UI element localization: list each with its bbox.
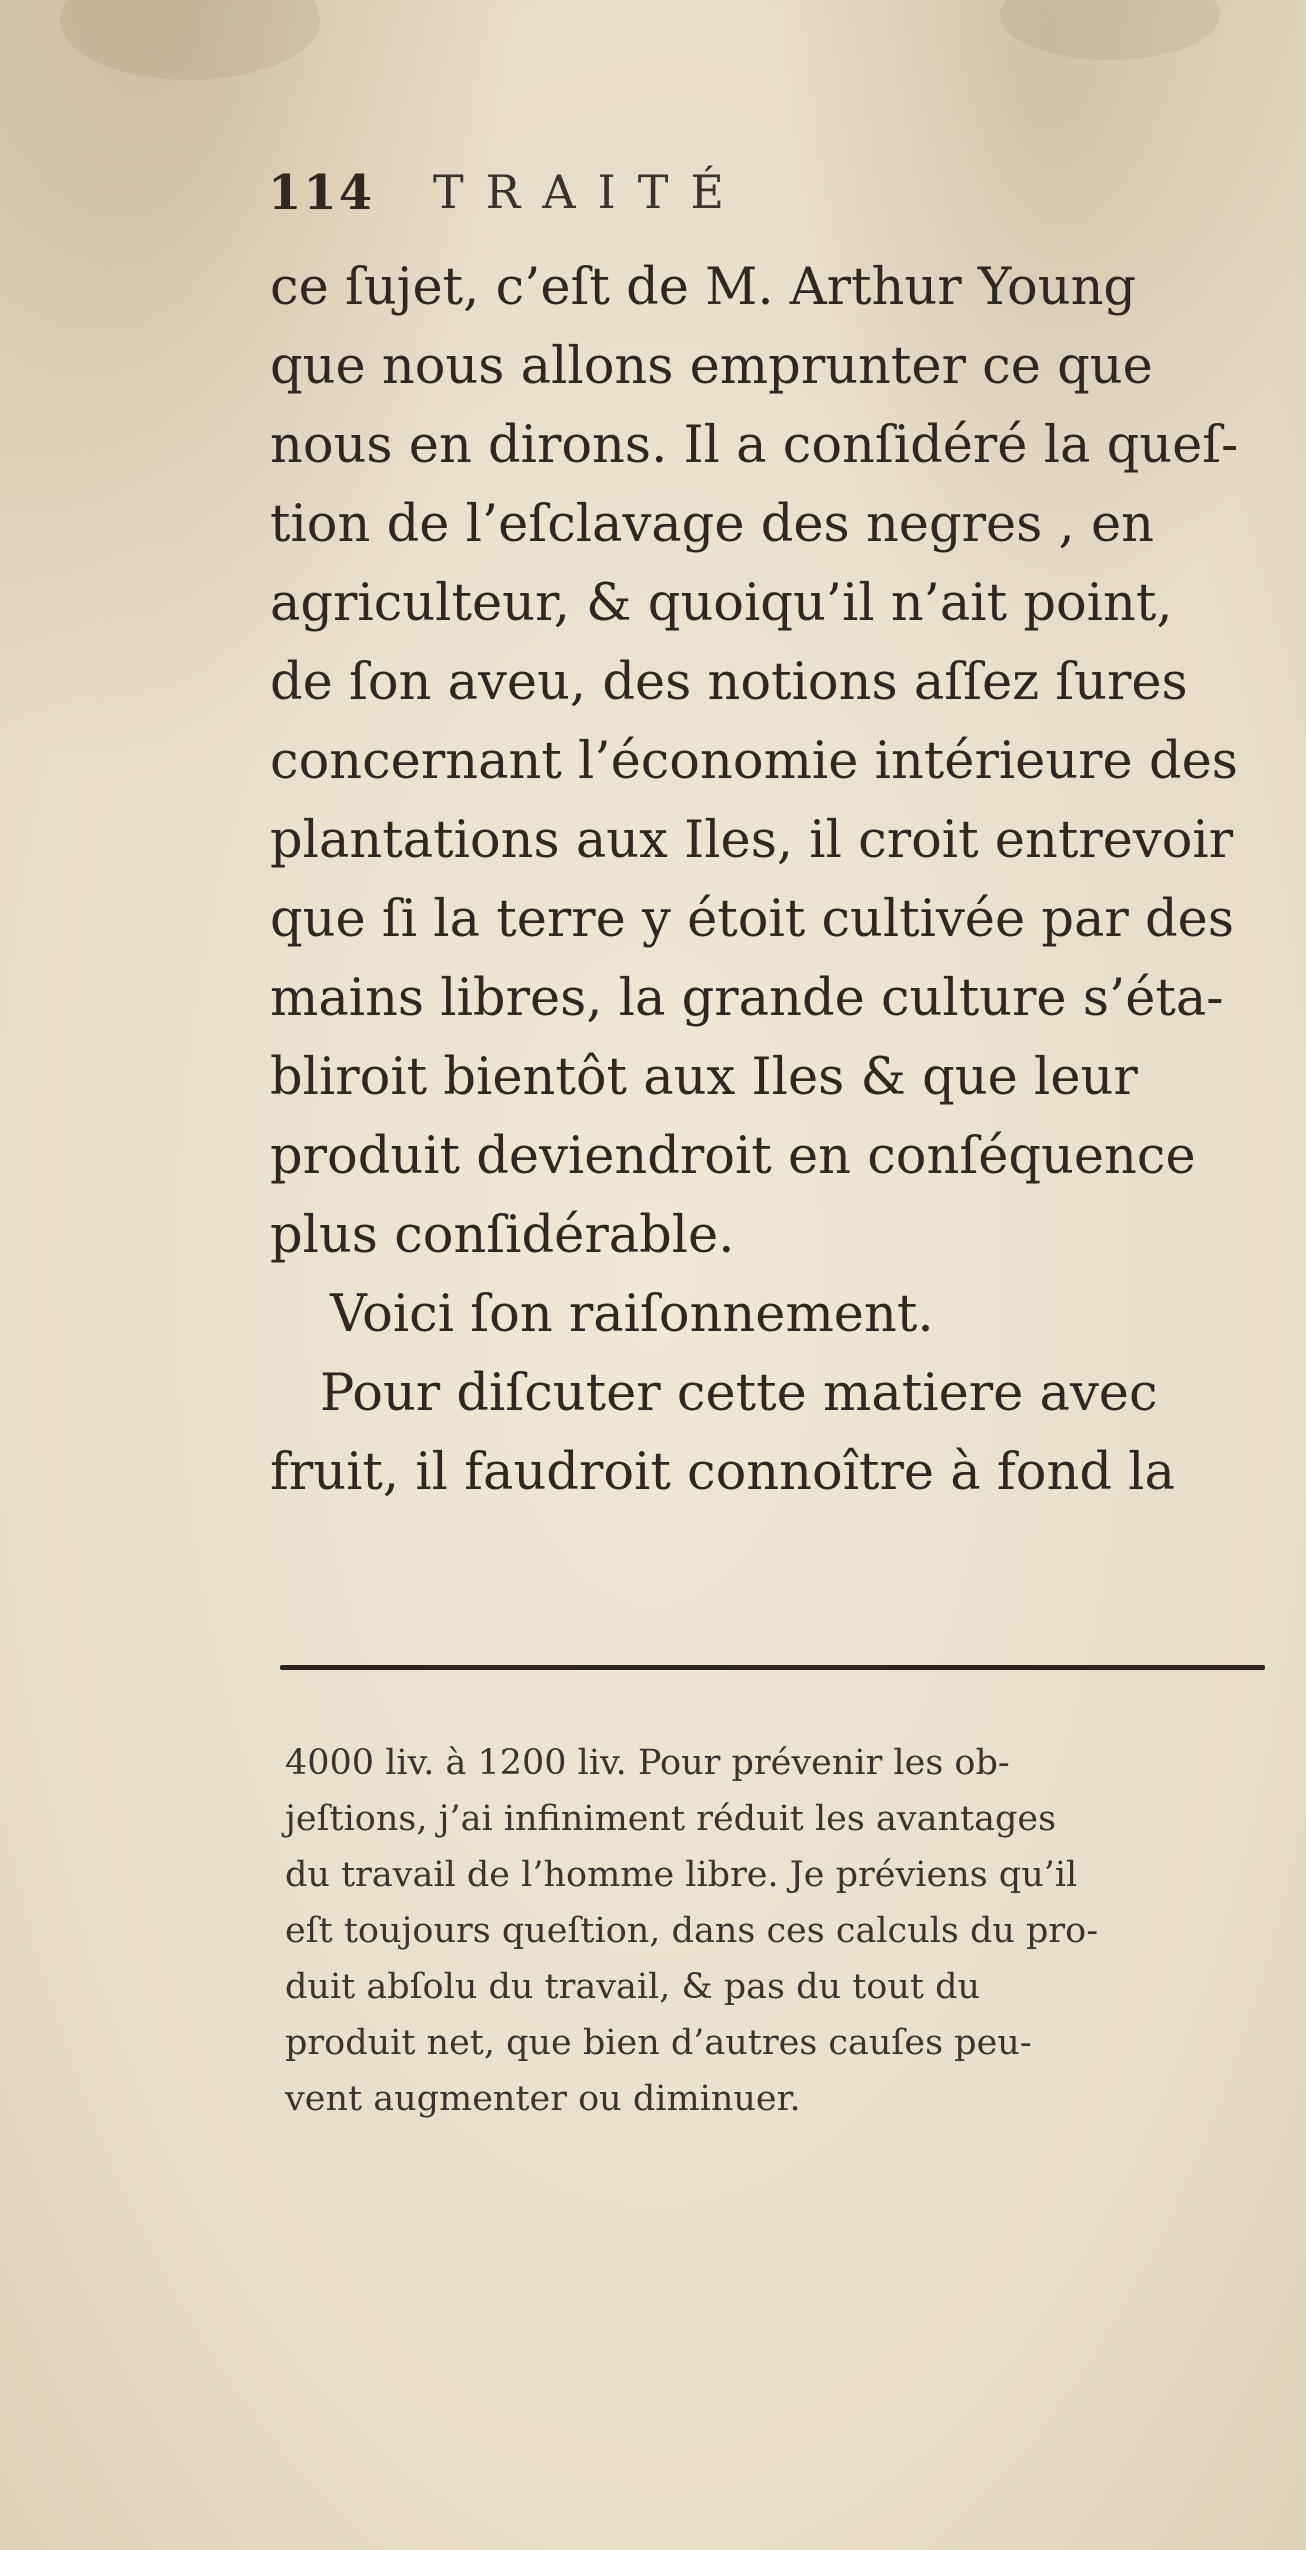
main-text xyxy=(270,248,1306,1512)
text-line: produit deviendroit en conſéquence xyxy=(270,1127,1196,1186)
page-header xyxy=(268,165,1068,245)
text-line: Voici ſon raiſonnement. xyxy=(330,1285,934,1344)
footnote-line: jeſtions, j’ai infiniment réduit les avantages xyxy=(285,1799,1057,1839)
footnote-line: duit abſolu du travail, & pas du tout du xyxy=(285,1967,981,2007)
text-line: mains libres, la grande culture s’éta- xyxy=(270,969,1224,1028)
text-line: que ſi la terre y étoit cultivée par des xyxy=(270,890,1235,949)
text-line: concernant l’économie intérieure des xyxy=(270,732,1238,791)
text-line: agriculteur, & quoiqu’il n’ait point, xyxy=(270,574,1173,633)
text-line: ce ſujet, c’eſt de M. Arthur Young xyxy=(270,258,1137,317)
page-number: 114 xyxy=(268,165,375,221)
text-line: tion de l’eſclavage des negres , en xyxy=(270,495,1155,554)
paper-stain xyxy=(60,0,320,80)
footnote xyxy=(285,1735,1285,2127)
text-line: plus conſidérable. xyxy=(270,1206,735,1265)
footnote-line: eſt toujours queſtion, dans ces calculs du pro- xyxy=(285,1911,1099,1951)
text-line: fruit, il faudroit connoître à fond la xyxy=(270,1443,1175,1502)
running-title: TRAITÉ xyxy=(433,165,746,219)
paper-stain xyxy=(1000,0,1220,60)
text-line: plantations aux Iles, il croit entrevoir xyxy=(270,811,1234,870)
text-line: bliroit bientôt aux Iles & que leur xyxy=(270,1048,1138,1107)
footnote-line: du travail de l’homme libre. Je préviens qu’il xyxy=(285,1855,1078,1895)
text-line: de ſon aveu, des notions aſſez ſures xyxy=(270,653,1188,712)
footnote-rule xyxy=(280,1665,1265,1670)
text-line: nous en dirons. Il a conſidéré la queſ- xyxy=(270,416,1239,475)
text-line: Pour diſcuter cette matiere avec xyxy=(320,1364,1158,1423)
footnote-line: 4000 liv. à 1200 liv. Pour prévenir les ob- xyxy=(285,1743,1010,1783)
footnote-line: vent augmenter ou diminuer. xyxy=(285,2079,801,2119)
text-line: que nous allons emprunter ce que xyxy=(270,337,1153,396)
footnote-line: produit net, que bien d’autres cauſes peu- xyxy=(285,2023,1032,2063)
